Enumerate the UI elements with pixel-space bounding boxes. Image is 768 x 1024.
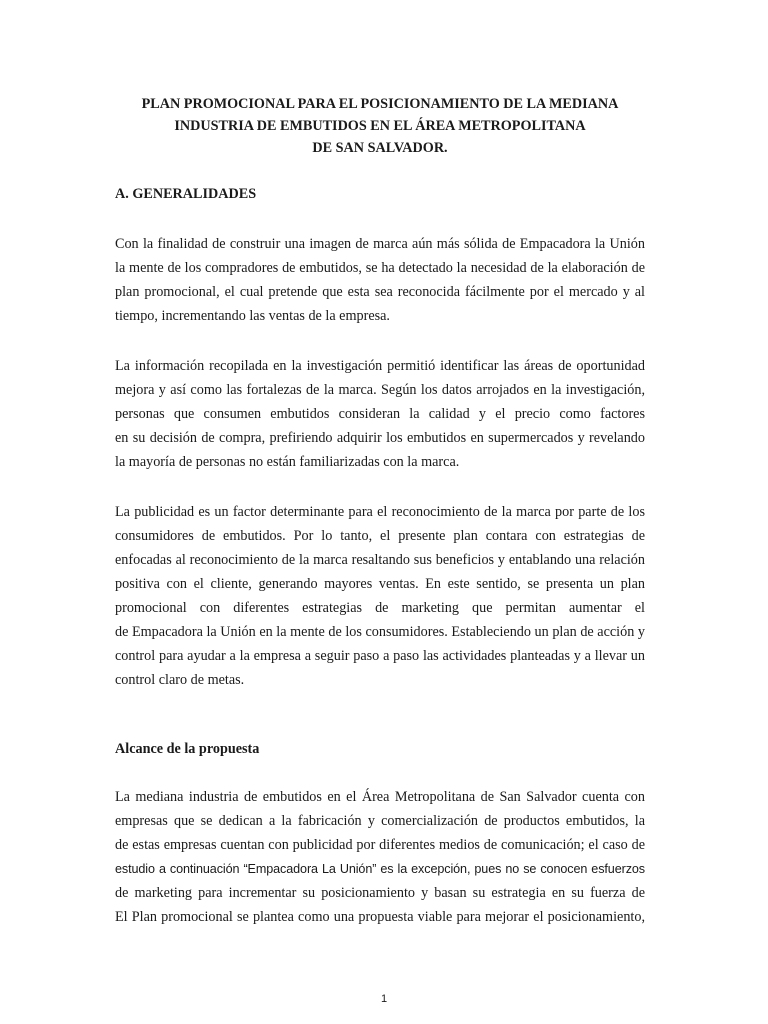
paragraph-line: Con la finalidad de construir una imagen de marca aún más sólida de Empacadora la Unión [115, 236, 645, 252]
paragraph-line: enfocadas al reconocimiento de la marca resaltando sus beneficios y entablando una relación [115, 552, 645, 568]
paragraph-1 [115, 232, 645, 328]
paragraph-line: la mente de los compradores de embutidos, se ha detectado la necesidad de la elaboración de [115, 260, 645, 276]
page-number: 1 [380, 993, 388, 1005]
paragraph-line: promocional con diferentes estrategias de marketing que permitan aumentar el [115, 600, 645, 616]
paragraph-line: estudio a continuación “Empacadora La Unión” es la excepción, pues no se conocen esfuerzos [115, 862, 645, 876]
paragraph-line: control para ayudar a la empresa a seguir paso a paso las actividades planteadas y a llevar un [115, 648, 645, 664]
paragraph-line: consumidores de embutidos. Por lo tanto, el presente plan contara con estrategias de [115, 528, 645, 544]
paragraph-line: personas que consumen embutidos consideran la calidad y el precio como factores [115, 406, 645, 422]
paragraph-line: tiempo, incrementando las ventas de la empresa. [115, 308, 390, 324]
paragraph-line: La mediana industria de embutidos en el Área Metropolitana de San Salvador cuenta con [115, 789, 645, 805]
document-title [100, 93, 660, 159]
paragraph-line: de Empacadora la Unión en la mente de los consumidores. Estableciendo un plan de acción y [115, 624, 645, 640]
paragraph-line: La publicidad es un factor determinante para el reconocimiento de la marca por parte de los [115, 504, 645, 520]
paragraph-line: El Plan promocional se plantea como una propuesta viable para mejorar el posicionamiento, [115, 909, 645, 925]
section-heading: A. GENERALIDADES [115, 186, 257, 202]
title-line: DE SAN SALVADOR. [312, 140, 448, 156]
paragraph-line: mejora y así como las fortalezas de la marca. Según los datos arrojados en la investigación, [115, 382, 645, 398]
paragraph-3 [115, 500, 645, 692]
paragraph-line: en su decisión de compra, prefiriendo adquirir los embutidos en supermercados y revelando [115, 430, 645, 446]
paragraph-line: de marketing para incrementar su posicionamiento y basan su estrategia en su fuerza de [115, 885, 645, 901]
subheading: Alcance de la propuesta [115, 741, 260, 757]
paragraph-2 [115, 354, 645, 474]
paragraph-line: empresas que se dedican a la fabricación y comercialización de productos embutidos, la [115, 813, 645, 829]
paragraph-line: La información recopilada en la investigación permitió identificar las áreas de oportunidad [115, 358, 645, 374]
paragraph-line: plan promocional, el cual pretende que esta sea reconocida fácilmente por el mercado y al [115, 284, 645, 300]
paragraph-4 [115, 785, 645, 929]
title-line: INDUSTRIA DE EMBUTIDOS EN EL ÁREA METROPOLITANA [174, 118, 586, 134]
paragraph-line: control claro de metas. [115, 672, 245, 688]
title-line: PLAN PROMOCIONAL PARA EL POSICIONAMIENTO DE LA MEDIANA [141, 96, 619, 112]
paragraph-line: de estas empresas cuentan con publicidad por diferentes medios de comunicación; el caso de [115, 837, 645, 853]
paragraph-line: positiva con el cliente, generando mayores ventas. En este sentido, se presenta un plan [115, 576, 645, 592]
paragraph-line: la mayoría de personas no están familiarizadas con la marca. [115, 454, 460, 470]
